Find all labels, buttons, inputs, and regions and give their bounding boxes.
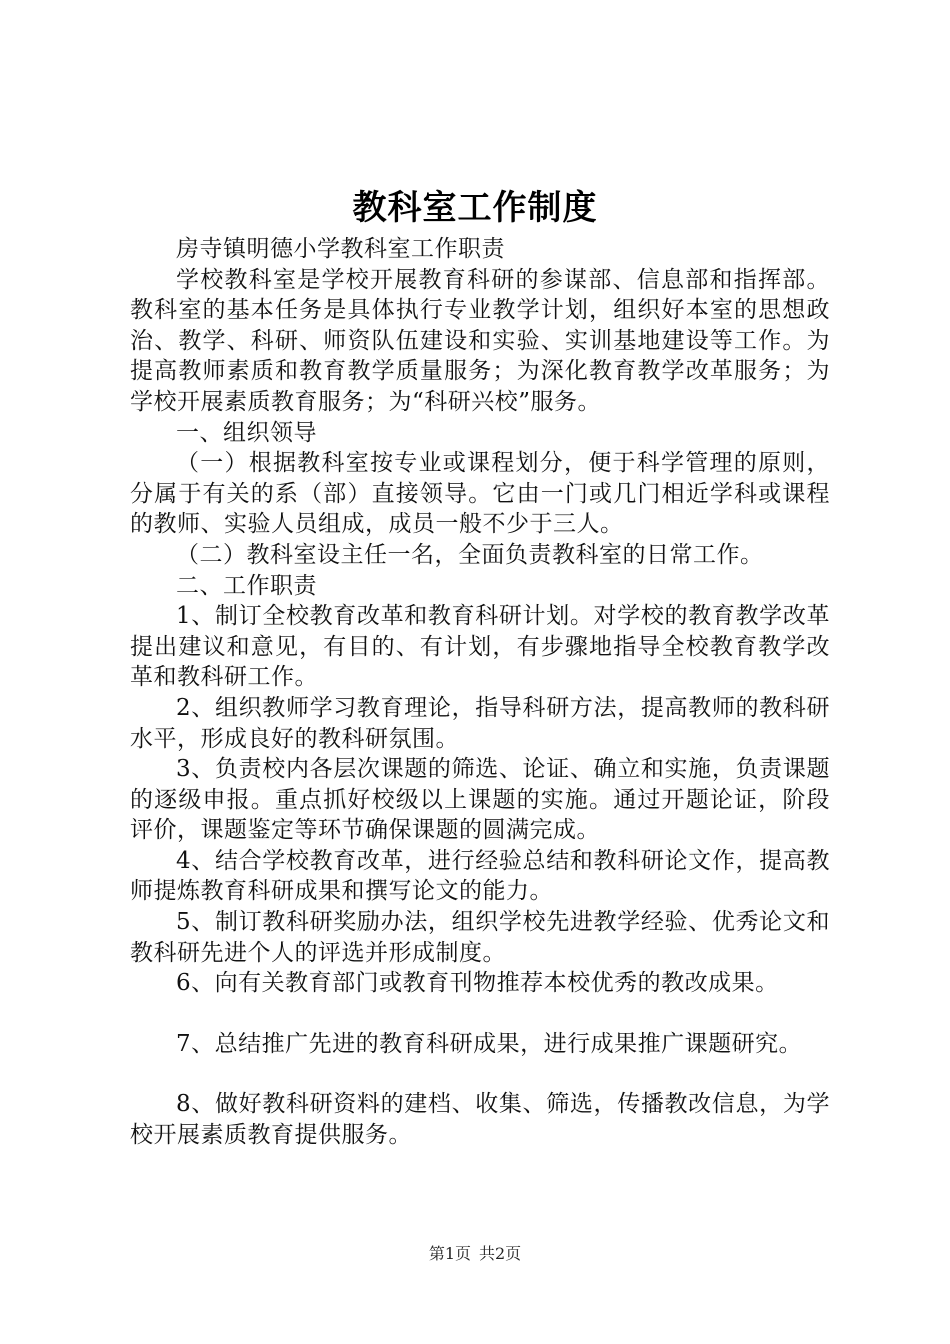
duty-item-1: 1、制订全校教育改革和教育科研计划。对学校的教育教学改革提出建议和意见，有目的、有计划，有步骤地指导全校教育教学改革和教科研工作。 xyxy=(130,603,830,691)
page-number: 第1页 xyxy=(428,1244,471,1263)
document-title: 教科室工作制度 xyxy=(352,188,598,228)
organization-item-2: （二）教科室设主任一名，全面负责教科室的日常工作。 xyxy=(176,541,764,568)
page-footer xyxy=(0,1243,950,1265)
duty-item-6: 6、向有关教育部门或教育刊物推荐本校优秀的教改成果。 xyxy=(176,970,779,997)
duty-item-2: 2、组织教师学习教育理论，指导科研方法，提高教师的教科研水平，形成良好的教科研氛围。 xyxy=(130,694,830,752)
document-body xyxy=(130,234,830,1151)
duty-item-7: 7、总结推广先进的教育科研成果，进行成果推广课题研究。 xyxy=(176,1030,803,1057)
school-heading: 房寺镇明德小学教科室工作职责 xyxy=(176,236,505,262)
section-heading-organization: 一、组织领导 xyxy=(176,419,317,446)
organization-item-1: （一）根据教科室按专业或课程划分，便于科学管理的原则，分属于有关的系（部）直接领导。它由一门或几门相近学科或课程的教师、实验人员组成，成员一般不少于三人。 xyxy=(130,450,830,538)
duty-item-5: 5、制订教科研奖励办法，组织学校先进教学经验、优秀论文和教科研先进个人的评选并形成制度。 xyxy=(130,909,830,966)
intro-paragraph: 学校教科室是学校开展教育科研的参谋部、信息部和指挥部。教科室的基本任务是具体执行专业教学计划，组织好本室的思想政治、教学、科研、师资队伍建设和实验、实训基地建设等工作。为提高教师素质和教育教学质量服务；为深化教育教学改革服务；为学校开展素质教育服务；为“科研兴校”服务。 xyxy=(130,266,830,415)
page-total: 共2页 xyxy=(479,1244,522,1263)
duty-item-4: 4、结合学校教育改革，进行经验总结和教科研论文作，提高教师提炼教育科研成果和撰写论文的能力。 xyxy=(130,847,830,905)
section-heading-duties: 二、工作职责 xyxy=(176,572,317,599)
duty-item-8: 8、做好教科研资料的建档、收集、筛选，传播教改信息，为学校开展素质教育提供服务。 xyxy=(130,1091,830,1149)
duty-item-3: 3、负责校内各层次课题的筛选、论证、确立和实施，负责课题的逐级申报。重点抓好校级以上课题的实施。通过开题论证，阶段评价，课题鉴定等环节确保课题的圆满完成。 xyxy=(130,756,830,844)
